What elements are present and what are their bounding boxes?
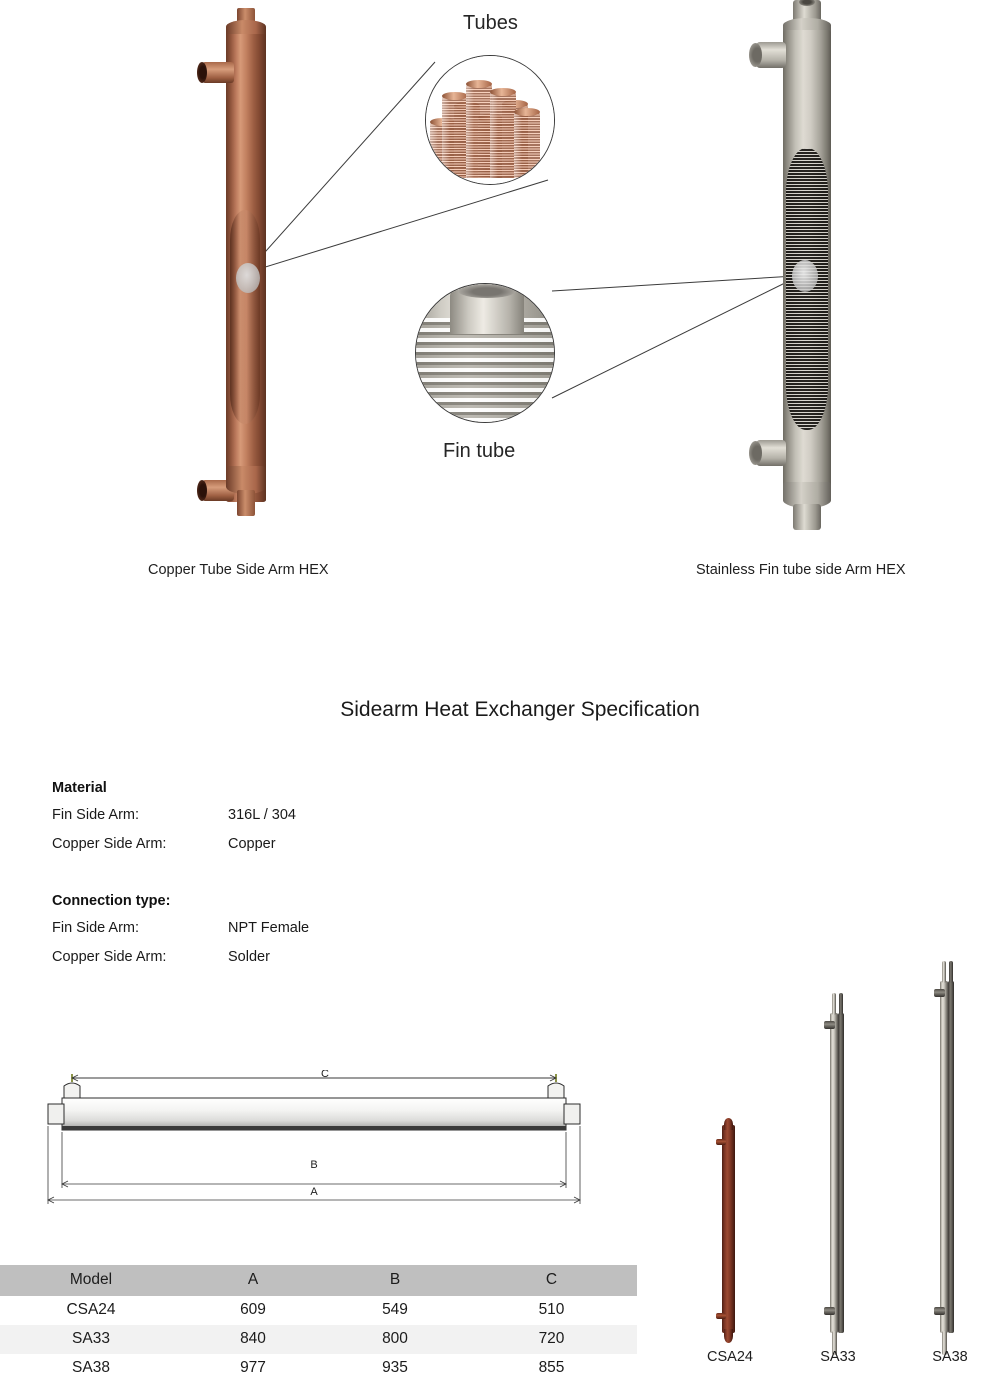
caption-stainless-fin-tube-side-arm-hex: Stainless Fin tube side Arm HEX (696, 562, 906, 578)
callout-label-fin-tube: Fin tube (443, 440, 516, 462)
cell-b: 549 (382, 1301, 408, 1318)
size-compare-label-csa24: CSA24 (707, 1349, 753, 1365)
csa24-bottom-neck (724, 1329, 733, 1343)
fin-tube-detail-callout (415, 283, 555, 423)
csa24-body (722, 1125, 735, 1333)
sa38-body-front (940, 981, 948, 1333)
spec-row-connection-copper (52, 949, 512, 965)
sa33-top-stub (832, 993, 836, 1015)
table-header-model: Model (0, 1265, 182, 1296)
spec-key: Copper Side Arm: (52, 836, 167, 852)
sa38-top-stub-back (949, 961, 953, 983)
sa38-bottom-port (934, 1307, 945, 1315)
cell-a: 609 (240, 1301, 266, 1318)
model-dimensions-table (0, 1265, 637, 1379)
spec-value: 316L / 304 (228, 807, 296, 823)
caption-copper-tube-side-arm-hex: Copper Tube Side Arm HEX (148, 562, 329, 578)
size-compare-label-sa33: SA33 (820, 1349, 856, 1365)
dim-label-a: A (310, 1186, 318, 1198)
product-photo-area (0, 0, 1000, 600)
csa24-bottom-port (716, 1313, 726, 1319)
cell-c: 720 (466, 1325, 637, 1354)
copper-callout-marker (236, 263, 260, 293)
table-header-a: A (182, 1265, 324, 1296)
copper-top-port (202, 62, 234, 83)
cell-c: 510 (538, 1301, 565, 1318)
cell-b: 800 (324, 1325, 466, 1354)
spec-key: Copper Side Arm: (52, 949, 167, 965)
stainless-bottom-stub (793, 504, 821, 530)
table-row (0, 1354, 637, 1379)
fin-tube-hub (450, 290, 524, 334)
size-compare-label-sa38: SA38 (932, 1349, 968, 1365)
spec-value: Copper (228, 836, 276, 852)
callout-label-tubes: Tubes (463, 12, 518, 34)
stainless-callout-marker (792, 260, 818, 292)
cell-c: 855 (538, 1359, 565, 1376)
copper-bottom-stub (237, 490, 255, 516)
cell-a: 840 (182, 1325, 324, 1354)
table-header-row (0, 1265, 637, 1296)
table-header-b: B (324, 1265, 466, 1296)
spec-key: Fin Side Arm: (52, 920, 140, 936)
spec-section-gap (52, 865, 512, 893)
dim-label-c: C (321, 1070, 329, 1081)
sa33-top-stub-back (839, 993, 843, 1015)
copper-tube-bundle-art (426, 56, 554, 184)
specification-title: Sidearm Heat Exchanger Specification (340, 698, 700, 721)
specification-details (52, 780, 512, 978)
sa38-top-stub (942, 961, 946, 983)
sa33-body-front (830, 1013, 838, 1333)
spec-heading-connection-type: Connection type: (52, 893, 171, 909)
model-size-comparison (690, 955, 1000, 1379)
table-header-c: C (466, 1265, 637, 1296)
stainless-bottom-port (756, 440, 786, 466)
copper-sidearm-hex-image (200, 8, 296, 528)
table-row (0, 1296, 637, 1325)
cell-model: CSA24 (66, 1301, 116, 1318)
sa38-body-back (948, 981, 954, 1333)
spec-row-material-copper (52, 836, 512, 852)
cell-model: SA38 (72, 1359, 110, 1376)
stainless-top-port (756, 42, 786, 68)
csa24-top-port (716, 1139, 726, 1145)
spec-value: Solder (228, 949, 270, 965)
sa38-top-port (934, 989, 945, 997)
spec-row-connection-fin (52, 920, 512, 936)
tubes-detail-callout (425, 55, 555, 185)
stainless-sidearm-hex-image (755, 0, 865, 540)
cell-b: 935 (382, 1359, 408, 1376)
sa33-top-port (824, 1021, 835, 1029)
spec-value: NPT Female (228, 920, 310, 936)
sa33-bottom-port (824, 1307, 835, 1315)
dim-label-b: B (310, 1159, 318, 1171)
spec-heading-material: Material (52, 780, 107, 796)
csa24-top-neck (724, 1118, 733, 1130)
spec-key: Fin Side Arm: (52, 807, 140, 823)
cell-a: 977 (240, 1359, 266, 1376)
table-row (0, 1325, 637, 1354)
cell-model: SA33 (0, 1325, 182, 1354)
sa33-body-back (838, 1013, 844, 1333)
dimension-drawing (34, 1070, 614, 1210)
spec-row-material-fin (52, 807, 512, 823)
